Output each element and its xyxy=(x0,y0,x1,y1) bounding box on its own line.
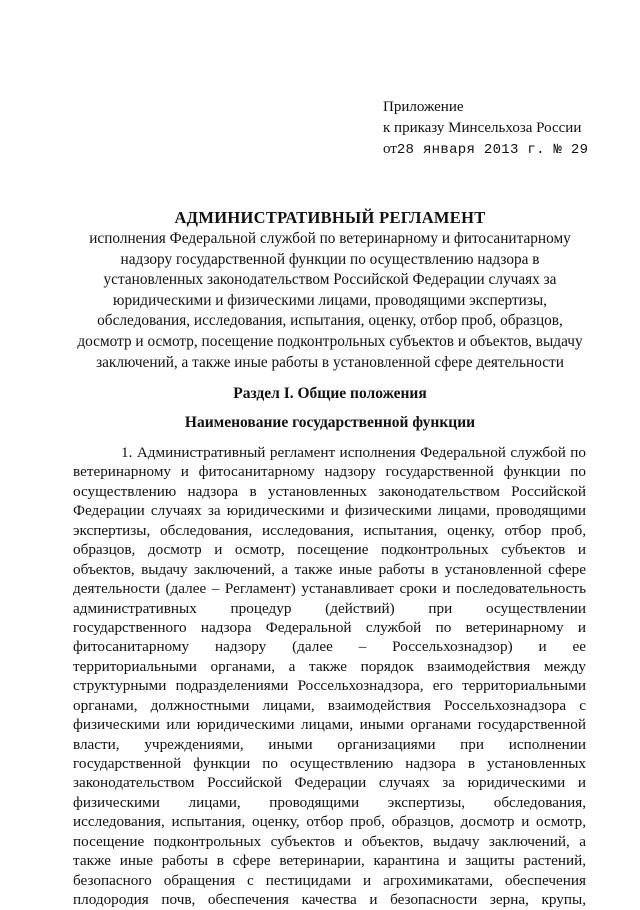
paragraph-line: безопасного обращения с пестицидами и агрохимикатами, обеспечения xyxy=(73,871,586,889)
subsection-heading: Наименование государственной функции xyxy=(184,414,476,431)
paragraph-line: экспертизы, обследования, исследования, испытания, оценку, отбор проб, xyxy=(73,521,586,539)
subtitle-line: досмотр и осмотр, посещение подконтрольных субъектов и объектов, выдачу xyxy=(77,332,583,350)
appendix-block xyxy=(383,97,588,161)
appendix-order-date xyxy=(383,139,588,161)
subtitle-line: исполнения Федеральной службой по ветеринарному и фитосанитарному xyxy=(89,230,571,247)
paragraph-line: фитосанитарному надзору (далее – Россельхознадзор) и ее xyxy=(73,638,586,656)
paragraph-line: 1. Административный регламент исполнения Федеральной службой по xyxy=(121,444,586,461)
paragraph-line: исследования, испытания, оценку, отбор проб, образцов, досмотр и осмотр, xyxy=(73,813,586,831)
paragraph-line: физическими лицами, проводящими экспертизы, обследования, xyxy=(73,793,586,811)
document-subtitle xyxy=(70,229,590,373)
appendix-date-prefix: от xyxy=(383,141,397,157)
paragraph-line: посещение подконтрольных субъектов и объектов, выдачу заключений, а xyxy=(73,832,586,850)
paragraph-line: ветеринарному и фитосанитарному надзору государственной функции по xyxy=(73,463,586,481)
section-heading: Раздел I. Общие положения xyxy=(233,385,427,402)
paragraph-line: власти, учреждениями, иными организациями при исполнении xyxy=(73,735,586,753)
subtitle-line: заключений, а также иные работы в установленной сфере деятельности xyxy=(96,353,564,371)
paragraph-line: Федерации случаях за юридическими и физическими лицами, проводящими xyxy=(73,502,586,520)
document-title: АДМИНИСТРАТИВНЫЙ РЕГЛАМЕНТ xyxy=(174,208,486,227)
subtitle-line: обследования, исследования, испытания, оценку, отбор проб, образцов, xyxy=(97,312,563,330)
appendix-label: Приложение xyxy=(383,99,464,115)
appendix-order-reference: к приказу Минсельхоза России xyxy=(383,120,582,136)
paragraph-line: законодательством Российской Федерации случаях за юридическими и xyxy=(73,774,586,792)
paragraph-line: деятельности (далее – Регламент) устанавливает сроки и последовательность xyxy=(73,580,586,598)
paragraph-line: административных процедур (действий) при осуществлении xyxy=(73,599,586,617)
paragraph-line: государственной функции по осуществлению надзора в установленных xyxy=(73,755,586,772)
paragraph-line: также иные работы в сфере ветеринарии, карантина и защиты растений, xyxy=(73,852,586,870)
paragraph-line: территориальными органами, а также порядок взаимодействия между xyxy=(73,657,586,675)
paragraph-line: образцов, досмотр и осмотр, посещение подконтрольных субъектов и xyxy=(73,541,586,559)
paragraph-line: осуществлению надзора в установленных законодательством Российской xyxy=(73,482,586,500)
title-block xyxy=(70,208,590,373)
subtitle-line: надзору государственной функции по осуществлению надзора в xyxy=(120,250,540,268)
paragraph-line: органами, должностными лицами, взаимодействия Россельхознадзора с xyxy=(73,696,586,714)
paragraph-line: государственного надзора Федеральной службой по ветеринарному и xyxy=(73,618,586,636)
subtitle-line: юридическими и физическими лицами, проводящими экспертизы, xyxy=(113,291,547,309)
paragraph-line: физическими или юридическими лицами, иными органами государственной xyxy=(73,716,586,734)
paragraph-line: объектов, выдачу заключений, а также иные работы в установленной сфере xyxy=(73,560,586,578)
paragraph-line: плодородия почв, обеспечения качества и безопасности зерна, крупы, xyxy=(73,891,586,909)
paragraph-1 xyxy=(73,443,586,910)
paragraph-line: структурными подразделениями Россельхознадзора, его территориальными xyxy=(73,677,586,695)
subtitle-line: установленных законодательством Российской Федерации случаях за xyxy=(103,271,557,289)
appendix-date-value: 28 января 2013 г. № 29 xyxy=(396,142,589,158)
